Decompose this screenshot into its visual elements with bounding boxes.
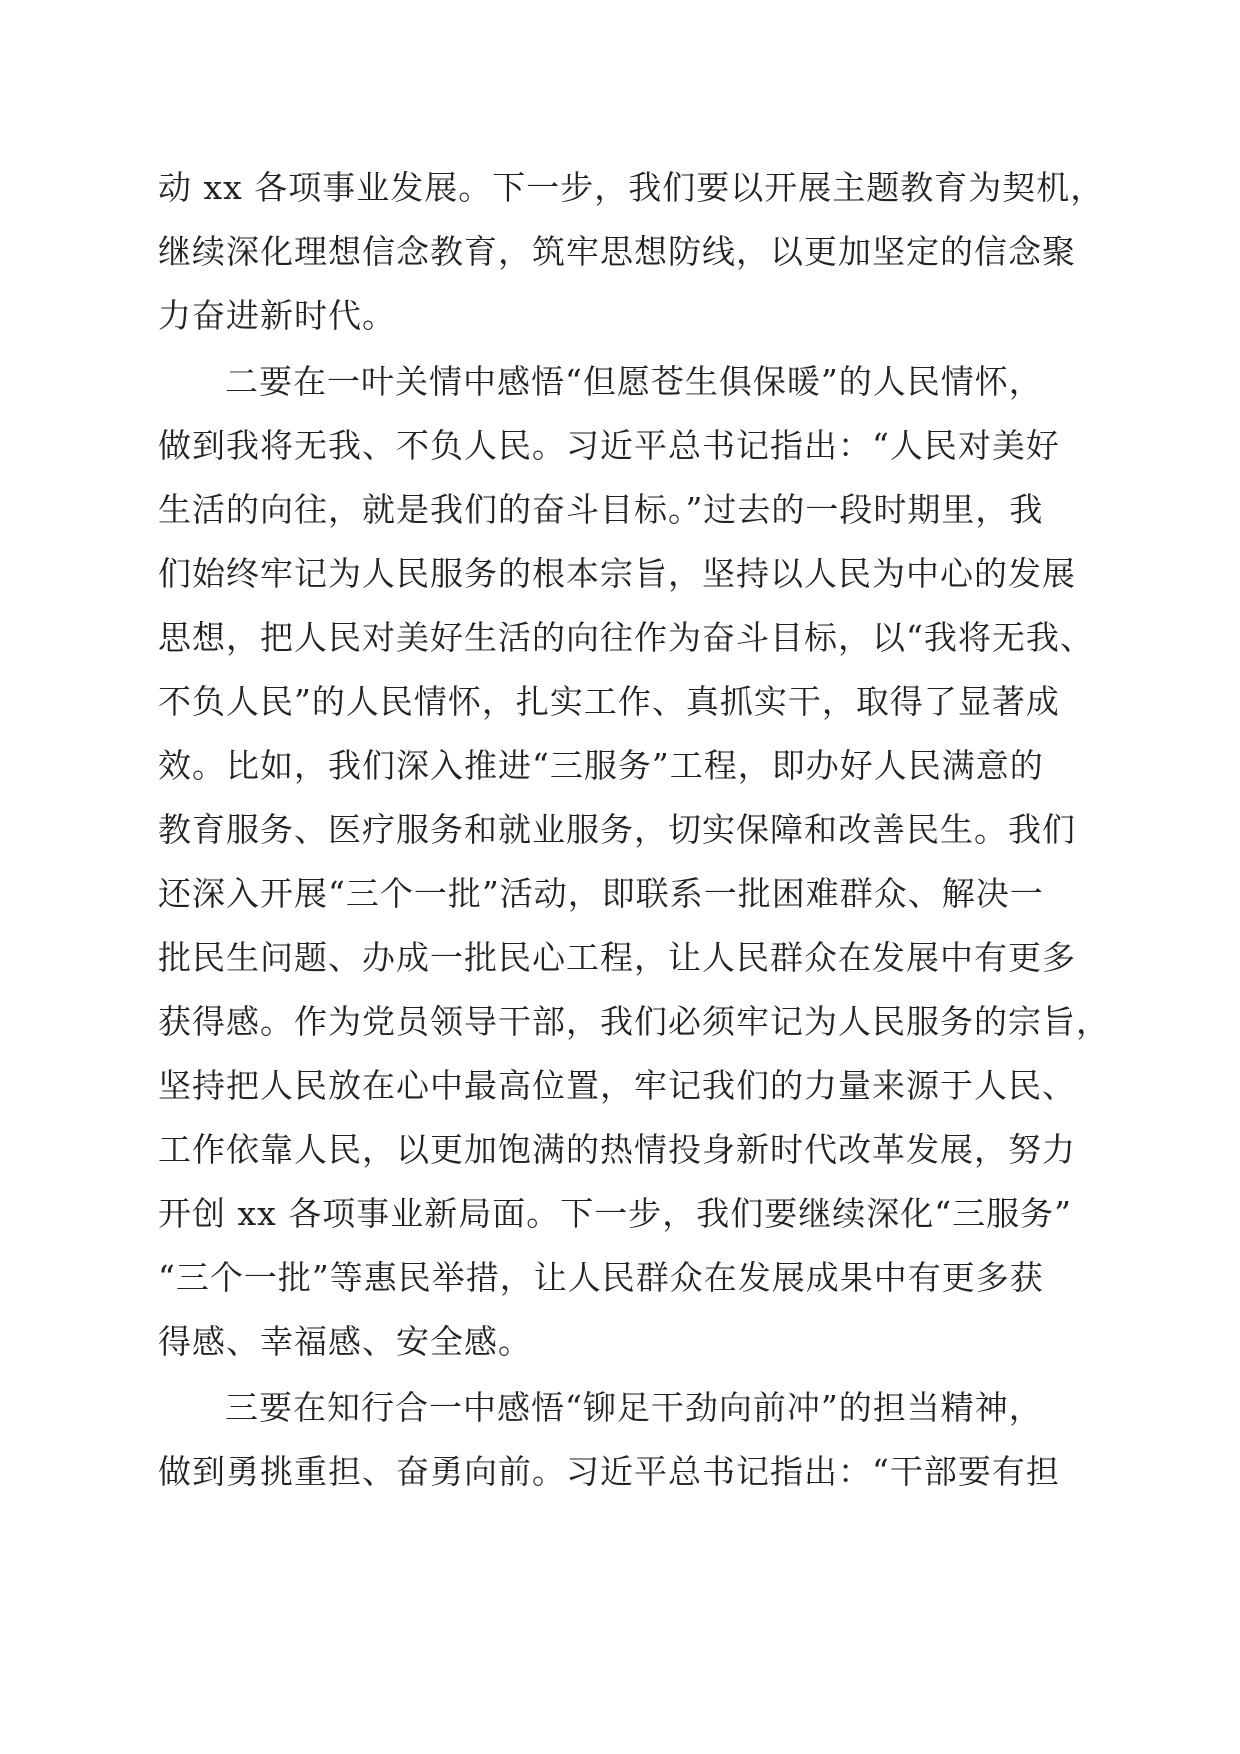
paragraph-first-line: 二要在一叶关情中感悟“但愿苍生俱保暖”的人民情怀，: [225, 362, 1043, 401]
text-line: 做到我将无我、不负人民。习近平总书记指出：“人民对美好: [158, 426, 1060, 465]
text-line: 教育服务、医疗服务和就业服务，切实保障和改善民生。我们: [158, 810, 1076, 849]
text-line: 动 xx 各项事业发展。下一步，我们要以开展主题教育为契机，: [158, 168, 1105, 207]
text-line: 不负人民”的人民情怀，扎实工作、真抓实干，取得了显著成: [158, 682, 1060, 721]
text-line: 开创 xx 各项事业新局面。下一步，我们要继续深化“三服务”: [158, 1194, 1072, 1233]
text-line: 坚持把人民放在心中最高位置，牢记我们的力量来源于人民、: [158, 1066, 1076, 1105]
text-line: 还深入开展“三个一批”活动，即联系一批困难群众、解决一: [158, 874, 1044, 913]
text-line: 效。比如，我们深入推进“三服务”工程，即办好人民满意的: [158, 746, 1044, 785]
text-line: 工作依靠人民，以更加饱满的热情投身新时代改革发展，努力: [158, 1130, 1076, 1169]
text-line: 继续深化理想信念教育，筑牢思想防线，以更加坚定的信念聚: [158, 232, 1076, 271]
text-line: 们始终牢记为人民服务的根本宗旨，坚持以人民为中心的发展: [158, 554, 1076, 593]
text-line: 做到勇挑重担、奋勇向前。习近平总书记指出：“干部要有担: [158, 1452, 1060, 1491]
text-line: “三个一批”等惠民举措，让人民群众在发展成果中有更多获: [158, 1258, 1044, 1297]
text-line: 得感、幸福感、安全感。: [158, 1322, 532, 1361]
text-line: 获得感。作为党员领导干部，我们必须牢记为人民服务的宗旨，: [158, 1002, 1110, 1041]
text-line: 思想，把人民对美好生活的向往作为奋斗目标，以“我将无我、: [158, 618, 1094, 657]
text-line: 生活的向往，就是我们的奋斗目标。”过去的一段时期里，我: [158, 490, 1044, 529]
text-line: 力奋进新时代。: [158, 296, 396, 335]
paragraph-first-line: 三要在知行合一中感悟“铆足干劲向前冲”的担当精神，: [225, 1388, 1043, 1427]
text-line: 批民生问题、办成一批民心工程，让人民群众在发展中有更多: [158, 938, 1076, 977]
